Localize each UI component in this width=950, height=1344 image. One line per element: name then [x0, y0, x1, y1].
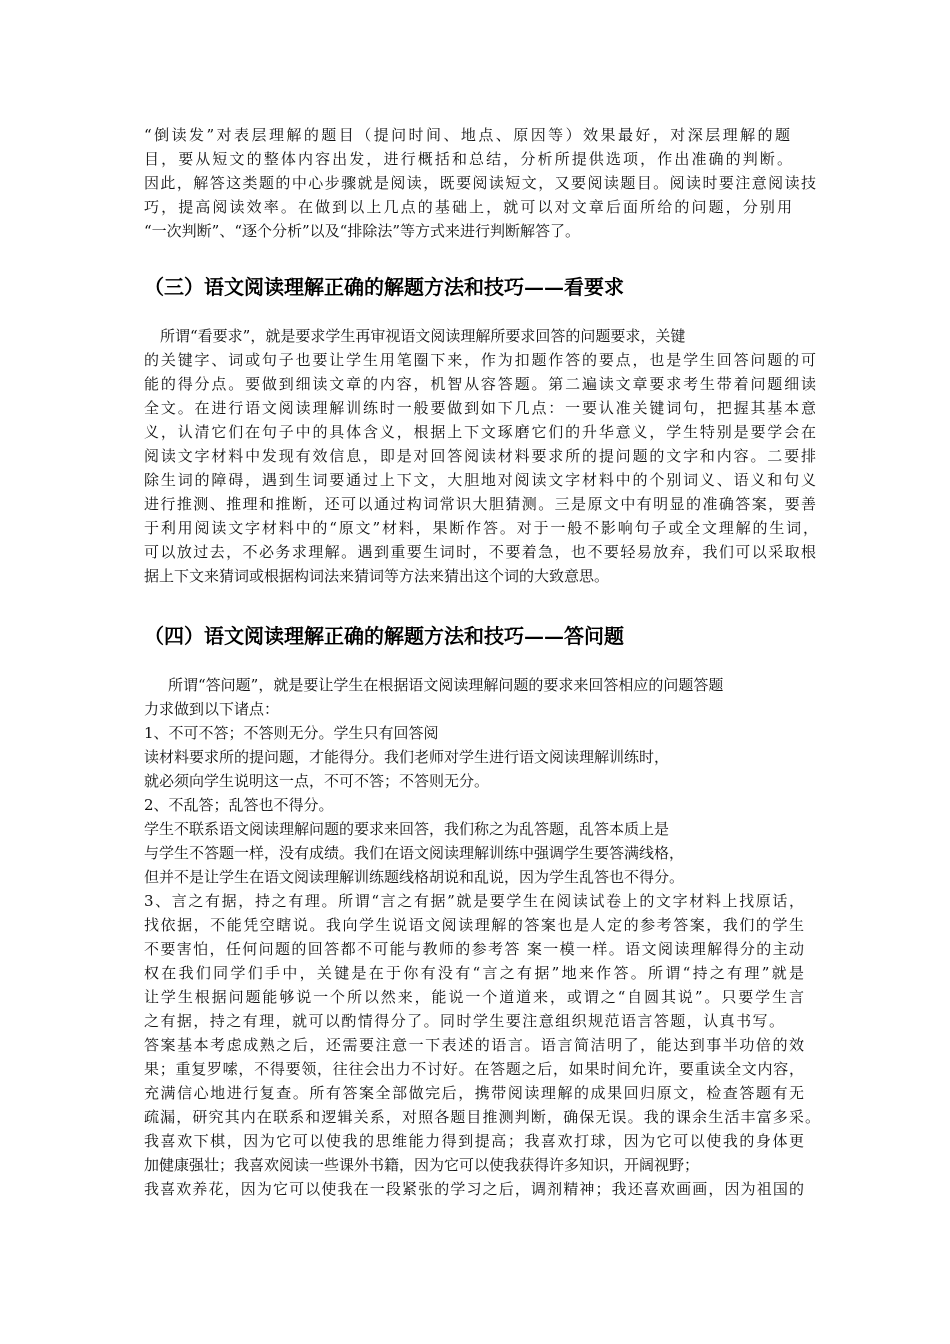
text-line: 1、不可不答；不答则无分。学生只有回答阅 — [144, 724, 439, 742]
text-line: 果；重复罗嗦，不得要领，往往会出力不讨好。在答题之后，如果时间允许，要重读全文内容， — [144, 1060, 804, 1078]
text-line: 答案基本考虑成熟之后，还需要注意一下表述的语言。语言简洁明了，能达到事半功倍的效 — [144, 1036, 804, 1054]
text-line: 与学生不答题一样，没有成绩。我们在语文阅读理解训练中强调学生要答满线格， — [144, 844, 685, 862]
intro-paragraph — [144, 123, 824, 243]
text-line: 能的得分点。要做到细读文章的内容，机智从容答题。第二遍读文章要求考生带着问题细读 — [144, 375, 816, 393]
text-line: 我喜欢下棋，因为它可以使我的思维能力得到提高；我喜欢打球，因为它可以使我的身体更 — [144, 1132, 804, 1150]
text-line: 找依据，不能凭空瞎说。我向学生说语文阅读理解的答案也是人定的参考答案，我们的学生 — [144, 916, 804, 934]
text-line: 充满信心地进行复查。所有答案全部做完后，携带阅读理解的成果回归原文，检查答题有无 — [144, 1084, 804, 1102]
section-4-paragraph — [144, 673, 824, 1201]
text-line: 之有据，持之有理，就可以酌情得分了。同时学生要注意组织规范语言答题，认真书写。 — [144, 1012, 784, 1030]
text-line: 阅读文字材料中发现有效信息，即是对回答阅读材料要求所的提问题的文字和内容。二要排 — [144, 447, 816, 465]
text-line: 义，认清它们在句子中的具体含义，根据上下文琢磨它们的升华意义，学生特别是要学会在 — [144, 423, 816, 441]
text-line: 除生词的障碍，遇到生词要通过上下文，大胆地对阅读文字材料中的个别词义、语义和句义 — [144, 471, 816, 489]
text-line: 加健康强壮；我喜欢阅读一些课外书籍，因为它可以使我获得许多知识，开阔视野； — [144, 1156, 700, 1174]
text-line: 的关键字、词或句子也要让学生用笔圈下来，作为扣题作答的要点，也是学生回答问题的可 — [144, 351, 816, 369]
text-line: 全文。在进行语文阅读理解训练时一般要做到如下几点：一要认准关键词句，把握其基本意 — [144, 399, 816, 417]
text-line: 3、言之有据，持之有理。所谓“言之有据”就是要学生在阅读试卷上的文字材料上找原话， — [144, 892, 804, 910]
text-line: 力求做到以下诸点： — [144, 700, 280, 718]
text-line: 可以放过去，不必务求理解。遇到重要生词时，不要着急，也不要轻易放弃，我们可以采取根 — [144, 543, 816, 561]
text-line: 但并不是让学生在语文阅读理解训练题线格胡说和乱说，因为学生乱答也不得分。 — [144, 868, 685, 886]
text-line: 进行推测、推理和推断，还可以通过构词常识大胆猜测。三是原文中有明显的准确答案，要善 — [144, 495, 816, 513]
text-line: 学生不联系语文阅读理解问题的要求来回答，我们称之为乱答题，乱答本质上是 — [144, 820, 670, 838]
text-line: 权在我们同学们手中，关键是在于你有没有“言之有据”地来作答。所谓“持之有理”就是 — [144, 964, 804, 982]
text-line: 就必须向学生说明这一点，不可不答；不答则无分。 — [144, 772, 490, 790]
text-line: “一次判断”、“逐个分析”以及“排除法”等方式来进行判断解答了。 — [144, 222, 581, 240]
text-line: 我喜欢养花，因为它可以使我在一段紧张的学习之后，调剂精神；我还喜欢画画，因为祖国的 — [144, 1180, 804, 1198]
section-4-heading: （四）语文阅读理解正确的解题方法和技巧——答问题 — [144, 624, 624, 648]
text-line: 不要害怕，任何问题的回答都不可能与教师的参考答 案一模一样。语文阅读理解得分的主动 — [144, 940, 804, 958]
text-line: 让学生根据问题能够说一个所以然来，能说一个道道来，或谓之“自圆其说”。只要学生言 — [144, 988, 804, 1006]
text-line: 所谓“答问题”，就是要让学生在根据语文阅读理解问题的要求来回答相应的问题答题 — [168, 676, 724, 694]
text-line: 目，要从短文的整体内容出发，进行概括和总结，分析所提供选项，作出准确的判断。 — [144, 150, 792, 168]
text-line: 巧，提高阅读效率。在做到以上几点的基础上，就可以对文章后面所给的问题，分别用 — [144, 198, 792, 216]
section-3-paragraph — [144, 324, 824, 588]
text-line: 因此，解答这类题的中心步骤就是阅读，既要阅读短文，又要阅读题目。阅读时要注意阅读技 — [144, 174, 816, 192]
text-line: 2、不乱答；乱答也不得分。 — [144, 796, 334, 814]
text-line: 所谓“看要求”，就是要求学生再审视语文阅读理解所要求回答的问题要求，关键 — [160, 327, 686, 345]
text-line: 于利用阅读文字材料中的“原文”材料，果断作答。对于一般不影响句子或全文理解的生词， — [144, 519, 818, 537]
text-line: “倒读发”对表层理解的题目（提问时间、地点、原因等）效果最好，对深层理解的题 — [144, 126, 790, 144]
text-line: 读材料要求所的提问题，才能得分。我们老师对学生进行语文阅读理解训练时， — [144, 748, 670, 766]
text-line: 据上下文来猜词或根据构词法来猜词等方法来猜出这个词的大致意思。 — [144, 567, 610, 585]
text-line: 疏漏，研究其内在联系和逻辑关系，对照各题目推测判断，确保无误。我的课余生活丰富多采。 — [144, 1108, 820, 1126]
section-3-heading: （三）语文阅读理解正确的解题方法和技巧——看要求 — [144, 275, 624, 299]
